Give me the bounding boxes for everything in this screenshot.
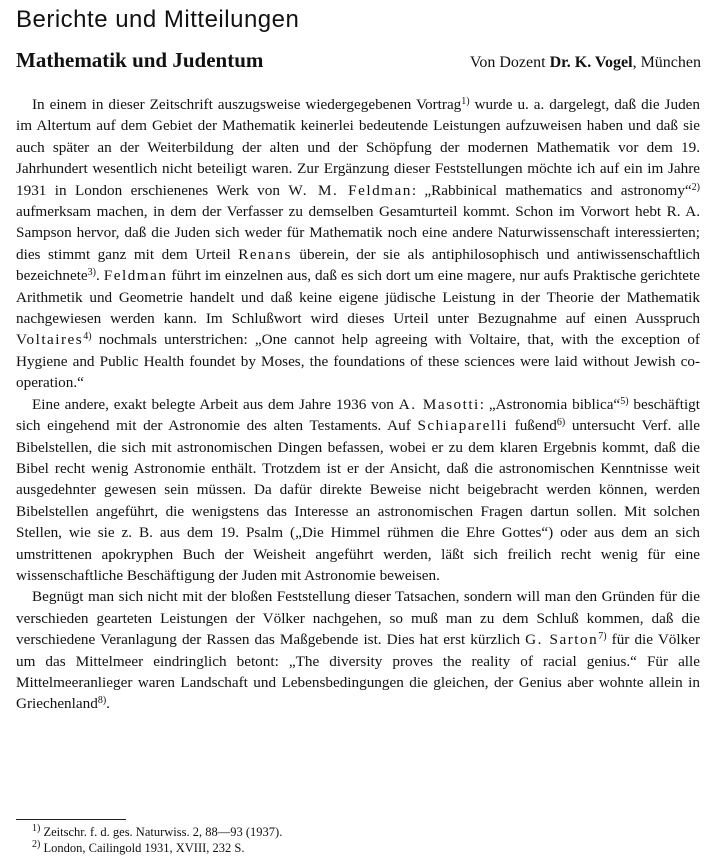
article-body — [16, 94, 700, 715]
person-name: A. Masotti — [398, 395, 480, 413]
section-title: Berichte und Mitteilungen — [16, 6, 300, 33]
byline — [470, 54, 701, 72]
text-run: . — [96, 267, 104, 285]
person-name: Renans — [238, 245, 292, 263]
footnote-ref: 6) — [556, 417, 566, 429]
person-name: G. Sarton — [525, 631, 599, 649]
person-name: Schiaparelli — [417, 417, 508, 435]
text-run: fußend — [508, 417, 557, 435]
footnote-text: London, Cailingold 1931, XVIII, 232 S. — [40, 841, 245, 855]
article-title: Mathematik und Judentum — [16, 48, 264, 72]
author-name: Dr. K. Vogel — [549, 54, 633, 71]
person-name: R. A. Sampson — [16, 203, 700, 242]
text-run: : „Rabbinical mathematics and astronomy“ — [411, 181, 692, 199]
footnote-mark: 2) — [32, 839, 41, 850]
text-run: für die Völker um das Mittelmeer eindringlich betont: „The diversity proves the reality of racial genius.“ Für alle Mittelmeeranlieger waren Landschaft und Lebensbedingungen die gleichen, der Genius aber wohnte allein in Griechenland — [16, 631, 701, 713]
footnote-ref: 7) — [598, 631, 607, 643]
footnote-divider — [16, 819, 126, 820]
text-run: . — [106, 695, 110, 713]
footnote-ref: 5) — [620, 395, 629, 407]
author-city: , München — [632, 54, 701, 71]
text-run: Begnügt man sich nicht mit der bloßen Feststellung dieser Tatsachen, sondern will man den Gründen für die verschieden gearteten Leistungen der Völker nachgehen, so muß man zu dem Schluß kommen, daß die verschiedene Veranlagung der Rassen das Maßgebende ist. Dies hat erst kürzlich — [16, 588, 700, 649]
text-run: hervor, daß die Juden sich weder für Mathematik noch eine andere Naturwissenschaft interessierten; dies stimmt ganz mit dem Urteil — [16, 224, 700, 263]
footnote-ref: 3) — [87, 267, 97, 279]
text-run: beschäftigt sich eingehend mit der Astronomie des alten Testaments. Auf — [16, 395, 700, 435]
footnote-ref: 4) — [83, 331, 92, 343]
footnote-text: Zeitschr. f. d. ges. Naturwiss. 2, 88—93 (1937). — [40, 825, 283, 839]
text-run: In einem in dieser Zeitschrift auszugsweise wiedergegebenen Vortrag — [32, 96, 462, 113]
person-name: Voltaires — [16, 331, 84, 349]
footnotes — [16, 824, 282, 856]
paragraph-2 — [16, 394, 700, 587]
text-run: Eine andere, exakt belegte Arbeit aus dem Jahre 1936 von — [32, 395, 399, 413]
text-run: führt im einzelnen aus, daß es sich dort um eine magere, nur aufs Praktische gerichtete Arithmetik und Geometrie handelt und daß keine eigene jüdische Leistung in der Theorie der Mathematik nachgewiesen werden kann. Im Schlußwort wird dieses Urteil unter Bezugnahme auf einen Ausspruch — [16, 267, 701, 328]
text-run: wurde u. a. dargelegt, daß die Juden im Altertum auf dem Gebiet der Mathematik keinerlei bedeutende Leistungen aufzuweisen haben und daß sie auch später an der Weiterbildung der alten und der Schöpfung der modernen Mathematik vor dem 19. Jahrhundert wesentlich nicht beteiligt waren. Zur Ergänzung dieser Feststellungen möchte ich auf ein im Jahre 1931 in London erschienenes Werk von — [16, 96, 700, 199]
footnote-mark: 1) — [32, 823, 41, 834]
person-name: Feldman — [103, 267, 168, 285]
text-run: aufmerksam machen, in dem der Verfasser zu demselben Gesamturteil kommt. Schon im Vorwort hebt — [16, 203, 667, 221]
footnote-2 — [16, 840, 282, 856]
byline-prefix: Von Dozent — [469, 54, 546, 71]
footnote-ref: 8) — [97, 695, 107, 707]
text-run: nochmals unterstrichen: „One cannot help agreeing with Voltaire, that, with the exception of Hygiene and Public Health foundet by Moses, the foundations of these sciences were laid without Jewish co-operation.“ — [16, 331, 700, 392]
text-run: untersucht Verf. alle Bibelstellen, die sich mit astronomischen Dingen befassen, wobei er zu dem klaren Ergebnis kommt, daß die Bibel recht wenig Astronomie enthält. Trotzdem ist er der Ansicht, daß die astronomischen Kenntnisse weit ausgedehnter gewesen sein müssen. Da dafür direkte Beweise nicht beigebracht werden können, werden Bibelstellen angeführt, die wenigstens das Interesse an astronomischen Fragen dartun sollen. Mit solchen Stellen, wie sie z. B. aus dem 19. Psalm („Die Himmel rühmen die Ehre Gottes“) oder aus dem an sich umstrittenen apokryphen Buch der Weisheit angeführt werden, läßt sich freilich recht wenig für eine wissenschaftliche Beschäftigung der Juden mit Astronomie beweisen. — [16, 417, 700, 584]
text-run: überein, der sie als antiphilosophisch und antiwissenschaftlich bezeichnete — [16, 245, 700, 285]
text-run: : „Astronomia biblica“ — [479, 395, 621, 413]
article-header — [16, 48, 701, 73]
paragraph-1 — [16, 94, 700, 394]
footnote-1 — [16, 824, 282, 840]
person-name: W. M. Feldman — [288, 181, 412, 199]
footnote-ref: 1) — [461, 96, 470, 107]
paragraph-3 — [16, 586, 700, 714]
footnote-ref: 2) — [691, 181, 701, 193]
